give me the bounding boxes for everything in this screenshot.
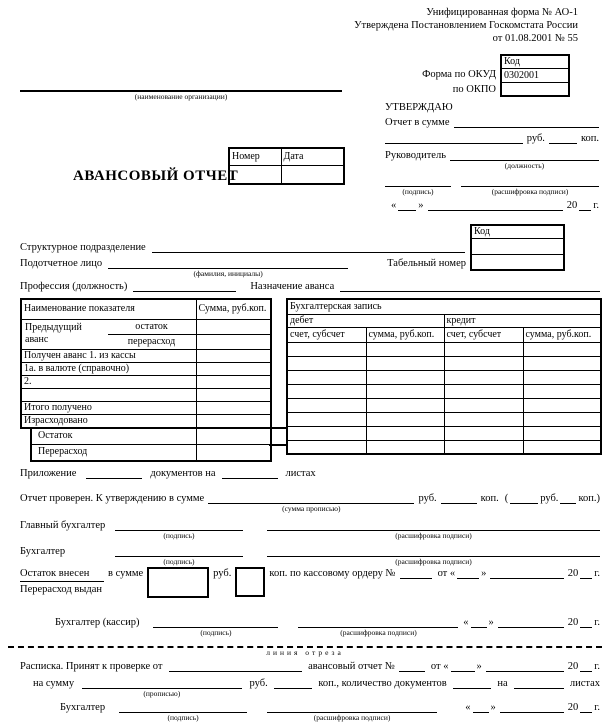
cashier-year-suffix: г. xyxy=(594,617,600,628)
okud-block xyxy=(422,54,570,97)
order-year-line xyxy=(580,567,592,579)
receipt-rub-label: руб. xyxy=(249,678,268,689)
cashier-label: Бухгалтер (кассир) xyxy=(55,617,140,628)
order-number-line xyxy=(400,567,432,579)
receipt-sign-decode-line xyxy=(267,701,437,713)
bridge-line-bottom xyxy=(269,444,287,446)
cashier-sign-decode-caption: (расшифровка подписи) xyxy=(340,628,417,637)
sum-words-caption: (сумма прописью) xyxy=(282,504,341,513)
overrun-out-label: Перерасход выдан xyxy=(20,584,102,595)
code-header-cell: Код xyxy=(501,55,569,69)
advance-table xyxy=(20,298,272,429)
position-caption: (должность) xyxy=(504,161,545,170)
receipt-sign-decode-field xyxy=(267,701,437,722)
head-sign-line xyxy=(385,175,451,187)
kop-box xyxy=(235,567,265,597)
order-quote-close: » xyxy=(481,568,487,579)
receipt-docs-count-line xyxy=(453,677,492,689)
accounting-row xyxy=(287,384,601,398)
prev-advance-label: Предыдущий аванс xyxy=(25,322,82,345)
head-sign-decode-caption: (расшифровка подписи) xyxy=(491,187,569,196)
accounting-row xyxy=(287,398,601,412)
accounting-row xyxy=(287,370,601,384)
receipt-no-line xyxy=(399,660,425,672)
approval-line-1: Унифицированная форма № АО-1 xyxy=(426,7,578,18)
sum-words-line xyxy=(208,492,414,504)
cashier-sign-decode-field xyxy=(298,616,458,637)
org-name-caption: (наименование организации) xyxy=(134,92,228,101)
attachment-row xyxy=(20,467,316,480)
advance-row-label: 1а. в валюте (справочно) xyxy=(21,362,196,375)
advance-row-sum xyxy=(196,362,271,375)
advance-row-sum xyxy=(196,414,271,428)
receipt-quote-close2: » xyxy=(490,702,496,713)
prev-overrun-sum-cell xyxy=(196,334,271,349)
paren-open: ( xyxy=(504,493,509,504)
head-sign-field xyxy=(385,175,451,196)
year-suffix: г. xyxy=(593,200,599,211)
sheets-count-line xyxy=(222,467,278,479)
cashier-sign-decode-line xyxy=(298,616,458,628)
debit-header-cell: дебет xyxy=(287,314,444,327)
check-section xyxy=(20,492,600,566)
advance-row-label: Итого получено xyxy=(21,401,196,414)
receipt-year-suffix: г. xyxy=(594,661,600,672)
balance-row-label: Остаток xyxy=(31,429,196,445)
number-date-table xyxy=(228,147,345,185)
receipt-from-label: от « xyxy=(430,661,449,672)
date-header-cell: Дата xyxy=(281,148,344,165)
number-value-cell xyxy=(229,165,281,184)
accounting-title-cell: Бухгалтерская запись xyxy=(287,299,601,314)
balance-sub-label: остаток xyxy=(108,320,196,335)
receipt-sum-words-line xyxy=(82,677,241,689)
balance-options xyxy=(20,567,104,597)
advance-row-label xyxy=(21,388,196,401)
okud-labels xyxy=(422,54,496,97)
receipt-year-label: 20 xyxy=(567,661,579,672)
receipt-accountant-label: Бухгалтер xyxy=(60,702,106,713)
cashier-sign-caption: (подпись) xyxy=(200,628,232,637)
prev-advance-cell xyxy=(21,319,196,349)
accountant-sign-decode-caption: (расшифровка подписи) xyxy=(395,557,472,566)
order-month-line xyxy=(490,567,563,579)
overrun-row-label: Перерасход xyxy=(31,445,196,461)
code2-header-cell: Код xyxy=(471,225,564,239)
credit-sum-header-cell: сумма, руб.коп. xyxy=(523,327,601,342)
accounting-table xyxy=(286,298,602,455)
tab-number-label: Табельный номер xyxy=(387,258,466,269)
cashier-month-line xyxy=(498,616,564,628)
kop-label: коп. xyxy=(480,493,499,504)
accounting-row xyxy=(287,426,601,440)
balance-section xyxy=(20,567,600,598)
chief-sign-caption: (подпись) xyxy=(163,531,195,540)
cashier-quote-open: « xyxy=(463,617,469,628)
cut-line-caption: линия отреза xyxy=(266,648,344,657)
chief-accountant-label: Главный бухгалтер xyxy=(20,520,106,531)
advance-row-sum xyxy=(196,375,271,388)
cut-line-block xyxy=(8,646,602,657)
docs-label: документов на xyxy=(150,468,216,479)
receipt-month-line2 xyxy=(500,701,564,713)
chief-sign-decode-field xyxy=(267,519,600,540)
okud-code-table xyxy=(500,54,570,97)
year-line xyxy=(579,199,591,211)
kop-close: коп.) xyxy=(578,493,600,504)
rub-label: руб. xyxy=(418,493,437,504)
purpose-line xyxy=(340,280,600,292)
order-day-line xyxy=(457,567,479,579)
receipt-sum-label: на сумму xyxy=(33,678,75,689)
accountant-sign-decode-line xyxy=(267,545,600,557)
tables-section xyxy=(20,298,600,464)
receipt-year-suffix2: г. xyxy=(594,702,600,713)
sum-box xyxy=(147,567,209,598)
date-quote-open: « xyxy=(391,200,397,211)
accountant-sign-decode-field xyxy=(267,545,600,566)
head-sign-caption: (подпись) xyxy=(402,187,434,196)
unit-line xyxy=(152,241,465,253)
purpose-label: Назначение аванса xyxy=(250,281,335,292)
sheets-label: листах xyxy=(285,468,316,479)
advance-row-sum xyxy=(196,388,271,401)
receipt-quote-close: » xyxy=(476,661,482,672)
receipt-sign-field xyxy=(119,701,247,722)
head-sign-decode-line xyxy=(461,175,599,187)
receipt-month-line xyxy=(486,660,564,672)
advance-bottom-table xyxy=(30,429,272,462)
position-line xyxy=(450,149,599,161)
accounting-row xyxy=(287,356,601,370)
receipt-year-line2 xyxy=(580,701,592,713)
receipt-line1-label: Расписка. Принят к проверке от xyxy=(20,661,163,672)
order-year-suffix: г. xyxy=(594,568,600,579)
person-label: Подотчетное лицо xyxy=(20,258,103,269)
date-value-cell xyxy=(281,165,344,184)
receipt-year-line xyxy=(580,660,592,672)
kop-count-line xyxy=(441,492,477,504)
okud-value-cell: 0302001 xyxy=(501,69,569,83)
date-quote-close: » xyxy=(418,200,424,211)
sum-fill-line-2 xyxy=(385,132,523,144)
unit-label: Структурное подразделение xyxy=(20,242,146,253)
receipt-sign-line xyxy=(119,701,247,713)
rub-label: руб. xyxy=(213,568,232,579)
cashier-year-label: 20 xyxy=(567,617,579,628)
order-year-label: 20 xyxy=(567,568,579,579)
okpo-value-cell xyxy=(501,83,569,96)
cashier-quote-close: » xyxy=(488,617,494,628)
receipt-report-no-label: авансовый отчет № xyxy=(308,661,395,672)
cashier-sign-field xyxy=(153,616,278,637)
person-line xyxy=(108,257,348,269)
chief-sign-field xyxy=(115,519,243,540)
in-sum-label: в сумме xyxy=(108,568,144,579)
person-field xyxy=(108,257,348,278)
order-from-label: от « xyxy=(437,568,456,579)
debit-account-header-cell: счет, субсчет xyxy=(287,327,366,342)
prev-balance-sum-cell xyxy=(196,319,271,334)
cashier-year-line xyxy=(580,616,592,628)
receipt-day-line2 xyxy=(473,701,489,713)
receipt-sheets-count-line xyxy=(514,677,564,689)
cashier-sign-line xyxy=(153,616,278,628)
receipt-sign-caption: (подпись) xyxy=(167,713,199,722)
approve-section xyxy=(385,101,599,212)
receipt-sheets-label: листах xyxy=(569,678,601,689)
date-day-line xyxy=(398,199,416,211)
balance-row-sum xyxy=(196,429,271,445)
form-title: АВАНСОВЫЙ ОТЧЕТ xyxy=(73,168,239,184)
number-header-cell: Номер xyxy=(229,148,281,165)
credit-account-header-cell: счет, субсчет xyxy=(444,327,523,342)
receipt-quote-open2: « xyxy=(465,702,471,713)
sum-words-field xyxy=(208,492,414,513)
overrun-row-sum xyxy=(196,445,271,461)
advance-row-sum xyxy=(196,349,271,362)
receipt-sign-decode-caption: (расшифровка подписи) xyxy=(313,713,391,722)
accountant-sign-field xyxy=(115,545,243,566)
year-label: 20 xyxy=(566,200,578,211)
rub-label-2: руб. xyxy=(540,493,559,504)
advance-row-label: Получен аванс 1. из кассы xyxy=(21,349,196,362)
receipt-from-line xyxy=(169,660,303,672)
receipt-docs-label: коп., количество документов xyxy=(318,678,447,689)
approval-line-2: Утверждена Постановлением Госкомстата России xyxy=(354,20,578,31)
approval-line-3: от 01.08.2001 № 55 xyxy=(492,33,578,44)
sum-fill-line xyxy=(454,116,600,128)
receipt-on-label: на xyxy=(497,678,508,689)
org-name-block xyxy=(20,90,342,101)
chief-sign-decode-caption: (расшифровка подписи) xyxy=(395,531,472,540)
debit-sum-header-cell: сумма, руб.коп. xyxy=(366,327,444,342)
person-section xyxy=(20,241,600,293)
accounting-row xyxy=(287,412,601,426)
kop-order-label: коп. по кассовому ордеру № xyxy=(269,568,396,579)
kop-label: коп. xyxy=(580,133,599,144)
overrun-sub-label: перерасход xyxy=(127,335,176,347)
okpo-label: по ОКПО xyxy=(452,84,496,95)
okud-label: Форма по ОКУД xyxy=(422,69,496,80)
report-checked-label: Отчет проверен. К утверждению в сумме xyxy=(20,493,205,504)
kop-fill-line xyxy=(549,132,577,144)
kop-paren-line xyxy=(560,492,576,504)
docs-count-line xyxy=(86,467,142,479)
accounting-row xyxy=(287,440,601,454)
head-sign-decode-field xyxy=(461,175,599,196)
cashier-section xyxy=(55,616,600,637)
date-month-line xyxy=(428,199,563,211)
chief-sign-decode-line xyxy=(267,519,600,531)
advance-table-wrap xyxy=(20,298,272,462)
cashier-day-line xyxy=(471,616,487,628)
advance-row-label: 2. xyxy=(21,375,196,388)
report-sum-label: Отчет в сумме xyxy=(385,117,450,128)
receipt-words-caption: (прописью) xyxy=(143,689,181,698)
receipt-kop-line xyxy=(274,677,313,689)
receipt-sum-words-field xyxy=(82,677,241,698)
position-field xyxy=(450,149,599,170)
profession-line xyxy=(133,280,236,292)
person-caption: (фамилия, инициалы) xyxy=(193,269,263,278)
accountant-label: Бухгалтер xyxy=(20,546,66,557)
credit-header-cell: кредит xyxy=(444,314,601,327)
rub-paren-line xyxy=(510,492,538,504)
approval-stamp xyxy=(354,6,578,45)
bridge-line-top xyxy=(269,427,287,429)
receipt-year-label2: 20 xyxy=(567,702,579,713)
advance-row-label: Израсходовано xyxy=(21,414,196,428)
rub-label: руб. xyxy=(526,133,545,144)
accountant-sign-caption: (подпись) xyxy=(163,557,195,566)
accountant-sign-line xyxy=(115,545,243,557)
chief-sign-line xyxy=(115,519,243,531)
sum-header-cell: Сумма, руб.коп. xyxy=(196,299,271,319)
accounting-row xyxy=(287,342,601,356)
receipt-section xyxy=(20,660,600,722)
attachment-label: Приложение xyxy=(20,468,77,479)
advance-row-sum xyxy=(196,401,271,414)
head-label: Руководитель xyxy=(385,150,446,161)
balance-in-label: Остаток внесен xyxy=(20,567,104,582)
profession-label: Профессия (должность) xyxy=(20,281,128,292)
name-header-cell: Наименование показателя xyxy=(21,299,196,319)
approve-heading: УТВЕРЖДАЮ xyxy=(385,102,453,113)
receipt-day-line xyxy=(451,660,475,672)
